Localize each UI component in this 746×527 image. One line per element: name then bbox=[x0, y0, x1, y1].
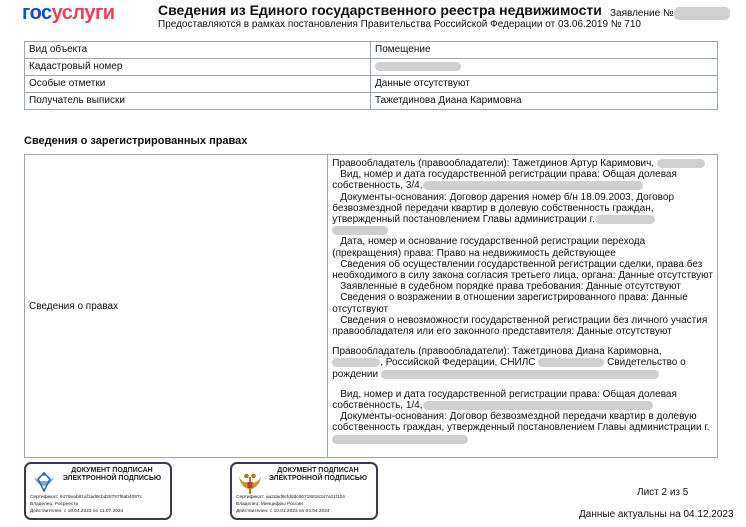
rights-line: Сведения об осуществлении государственной регистрации сделки, права без bbox=[340, 258, 703, 270]
stamp-owner: Владелец: Минцифры России bbox=[236, 502, 303, 507]
rights-line: , Российской Федерации, СНИЛС Свидетельство о bbox=[332, 357, 713, 368]
stamp-certificate: Сертификат: aa2dad9cfdddc56718816347a11f104 bbox=[236, 495, 345, 500]
gosuslugi-logo: госуслуги bbox=[22, 2, 115, 24]
rosreestr-emblem-icon bbox=[31, 470, 57, 496]
rights-line: Документы-основания: Договор безвозмездной передачи квартир в долевую bbox=[340, 411, 697, 423]
rights-line: Заявленные в судебном порядке права требования: Данные отсутствуют bbox=[340, 281, 681, 293]
rights-line: правообладателя или его законного представителя: Данные отсутствуют bbox=[332, 326, 672, 338]
special-marks-label: Особые отметки bbox=[25, 76, 371, 93]
table-row bbox=[25, 76, 718, 93]
rights-line: необходимого в силу закона согласия третьего лица, органа: Данные отсутствуют bbox=[332, 270, 713, 282]
russia-eagle-emblem-icon bbox=[237, 470, 263, 496]
rights-line: Вид, номер и дата государственной регистрации права: Общая долевая bbox=[340, 169, 677, 181]
signature-stamp-mintsifry bbox=[230, 462, 378, 520]
rights-line: (прекращения) права: Право на недвижимость действующее bbox=[332, 247, 616, 259]
document-title: Сведения из Единого государственного реестра недвижимости bbox=[158, 2, 602, 18]
rights-line: отсутствуют bbox=[332, 303, 389, 315]
stamp-title: ДОКУМЕНТ ПОДПИСАН ЭЛЕКТРОННОЙ ПОДПИСЬЮ bbox=[62, 467, 162, 482]
rights-line: Документы-основания: Договор дарения номер б/н 18.09.2003, Договор bbox=[340, 191, 675, 203]
redaction bbox=[332, 435, 468, 444]
cadastral-number-label: Кадастровый номер bbox=[25, 59, 371, 76]
redaction bbox=[381, 370, 659, 379]
stamp-validity: Действителен: с 18.04.2023 по 11.07.2024 bbox=[30, 509, 124, 514]
redaction bbox=[423, 181, 643, 190]
recipient-label: Получатель выписки bbox=[25, 93, 371, 110]
cadastral-number-value bbox=[371, 59, 718, 76]
application-number: Заявление № bbox=[610, 7, 730, 20]
stamp-title: ДОКУМЕНТ ПОДПИСАН ЭЛЕКТРОННОЙ ПОДПИСЬЮ bbox=[268, 467, 368, 482]
redaction bbox=[595, 215, 655, 224]
redaction bbox=[332, 358, 380, 367]
table-row bbox=[25, 155, 718, 458]
stamp-validity: Действителен: с 10.01.2023 по 04.04.2024 bbox=[236, 509, 330, 514]
signature-stamp-rosreestr bbox=[24, 462, 172, 520]
table-row bbox=[25, 59, 718, 76]
rights-line: Правообладатель (правообладатели): Тажетдинов Артур Каримович, bbox=[332, 158, 713, 169]
redaction bbox=[423, 401, 653, 410]
rights-line: Вид, номер и дата государственной регистрации права: Общая долевая bbox=[340, 388, 677, 400]
redaction bbox=[332, 226, 388, 235]
redaction bbox=[375, 62, 461, 71]
rights-line: безвозмездной передачи квартир в долевую собственность граждан, bbox=[332, 202, 654, 214]
rights-line: Сведения о невозможности государственной регистрации без личного участия bbox=[340, 314, 708, 326]
redaction bbox=[657, 159, 705, 168]
rights-details bbox=[328, 155, 718, 458]
rights-table bbox=[24, 154, 718, 458]
stamp-certificate: Сертификат: 6478eab81af1ad9cbd28787f9ab4097c bbox=[30, 495, 142, 500]
rights-line: Сведения о возражении в отношении зарегистрированного права: Данные bbox=[340, 292, 688, 304]
object-type-value: Помещение bbox=[371, 42, 718, 59]
recipient-value: Тажетдинова Диана Каримовна bbox=[371, 93, 718, 110]
rights-line bbox=[332, 434, 713, 445]
table-row bbox=[25, 93, 718, 110]
rights-line: собственность, 1/4, bbox=[332, 400, 713, 411]
special-marks-value: Данные отсутствуют bbox=[371, 76, 718, 93]
rights-line: Правообладатель (правообладатели): Тажетдинова Диана Каримовна, bbox=[332, 346, 662, 358]
rights-line bbox=[332, 225, 713, 236]
rights-line: собственность граждан, утвержденный постановлением Главы администрации г. bbox=[332, 422, 710, 434]
rights-line: собственность, 3/4, bbox=[332, 180, 713, 191]
document-subtitle: Предоставляются в рамках постановления Правительства Российской Федерации от 03.06.2019 № 710 bbox=[158, 19, 641, 30]
rights-line: утвержденный постановлением Главы администрации г. bbox=[332, 214, 713, 225]
rights-line: рождении bbox=[332, 369, 713, 380]
object-table bbox=[24, 41, 718, 110]
redaction bbox=[674, 7, 730, 20]
table-row bbox=[25, 42, 718, 59]
rights-section-title: Сведения о зарегистрированных правах bbox=[24, 135, 248, 147]
page-number: Лист 2 из 5 bbox=[637, 487, 689, 498]
redaction bbox=[538, 358, 604, 367]
object-type-label: Вид объекта bbox=[25, 42, 371, 59]
data-actual-date: Данные актуальны на 04.12.2023 bbox=[579, 509, 734, 520]
rights-label: Сведения о правах bbox=[25, 155, 328, 458]
stamp-owner: Владелец: Росреестр bbox=[30, 502, 79, 507]
rights-line: Дата, номер и основание государственной регистрации перехода bbox=[340, 236, 646, 248]
